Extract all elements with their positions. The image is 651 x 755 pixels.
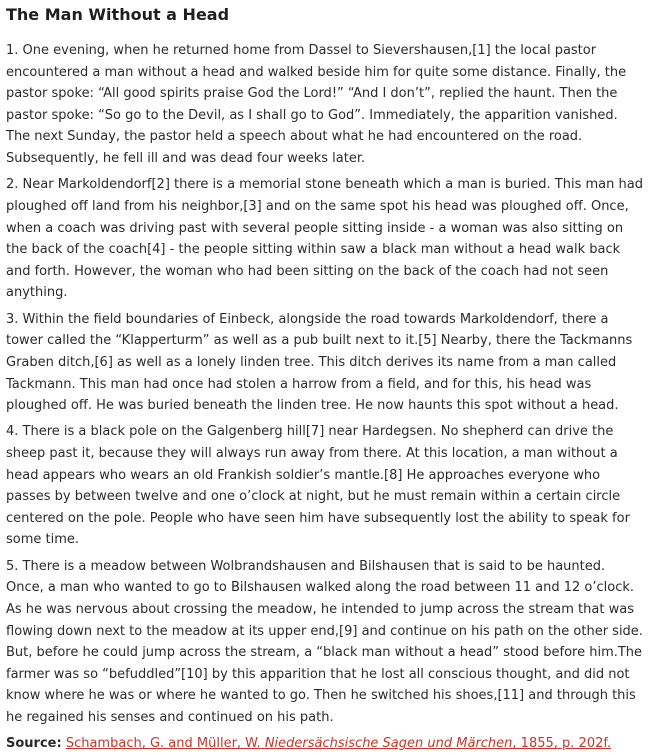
source-details: , 1855, p. 202f. [512, 736, 612, 752]
source-authors: Schambach, G. and Müller, W. [65, 736, 261, 752]
paragraph-2: 2. Near Markoldendorf[2] there is a memorial stone beneath which a man is buried. This man had ploughed off land from his neighbor,[3] and on the same spot his head was ploughed off. Once, when a coach was driving past with several people sitting inside - a woman was also sitting on the back of the coach[4] - the people sitting within saw a black man without a head walk back and forth. However, the woman who had been sitting on the back of the coach had not seen anything. [6, 177, 643, 301]
paragraph-3: 3. Within the field boundaries of Einbeck, alongside the road towards Markoldendorf, there a tower called the “Klapperturm” as well as a pub built next to it.[5] Nearby, there the Tackmanns Graben ditch,[6] as well as a lonely linden tree. This ditch derives its name from a man called Tackmann. This man had once had stolen a harrow from a field, and for this, his head was ploughed off. He was buried beneath the linden tree. He now haunts this spot without a head. [6, 311, 633, 414]
page-title: The Man Without a Head [6, 5, 230, 24]
paragraph-1: 1. One evening, when he returned home from Dassel to Sievershausen,[1] the local pastor encountered a man without a head and walked beside him for quite some distance. Finally, the pastor spoke: “All good spirits praise God the Lord!” “And I don’t”, replied the haunt. Then the pastor spoke: “So go to the Devil, as I shall go to God”. Immediately, the apparition vanished. The next Sunday, the pastor held a speech about what he had encountered on the road. Subsequently, he fell ill and was dead four weeks later. [6, 43, 627, 166]
paragraph-5: 5. There is a meadow between Wolbrandshausen and Bilshausen that is said to be haunted. Once, a man who wanted to go to Bilshausen walked along the road between 11 and 12 o’clock. As he was nervous about crossing the meadow, he intended to jump across the stream that was flowing down next to the meadow at its upper end,[9] and continue on his path on the other side. But, before he could jump across the stream, a “black man without a head” stood before him.The farmer was so “befuddled”[10] by this apparition that he lost all conscious thought, and did not know where he was or where he wanted to go. Then he switched his shoes,[11] and through this he regained his senses and continued on his path. [6, 558, 643, 725]
source-citation [6, 733, 643, 755]
source-label: Source: [6, 736, 62, 752]
source-work-title: Niedersächsische Sagen und Märchen [264, 736, 513, 752]
paragraph-4: 4. There is a black pole on the Galgenberg hill[7] near Hardegsen. No shepherd can drive the sheep past it, because they will always run away from there. At this location, a man without a head appears who wears an old Frankish soldier’s mantle.[8] He approaches everyone who passes by between twelve and one o’clock at night, but he must remain within a certain circle centered on the pole. People who have seen him have subsequently lost the ability to speak for some time. [6, 424, 630, 548]
